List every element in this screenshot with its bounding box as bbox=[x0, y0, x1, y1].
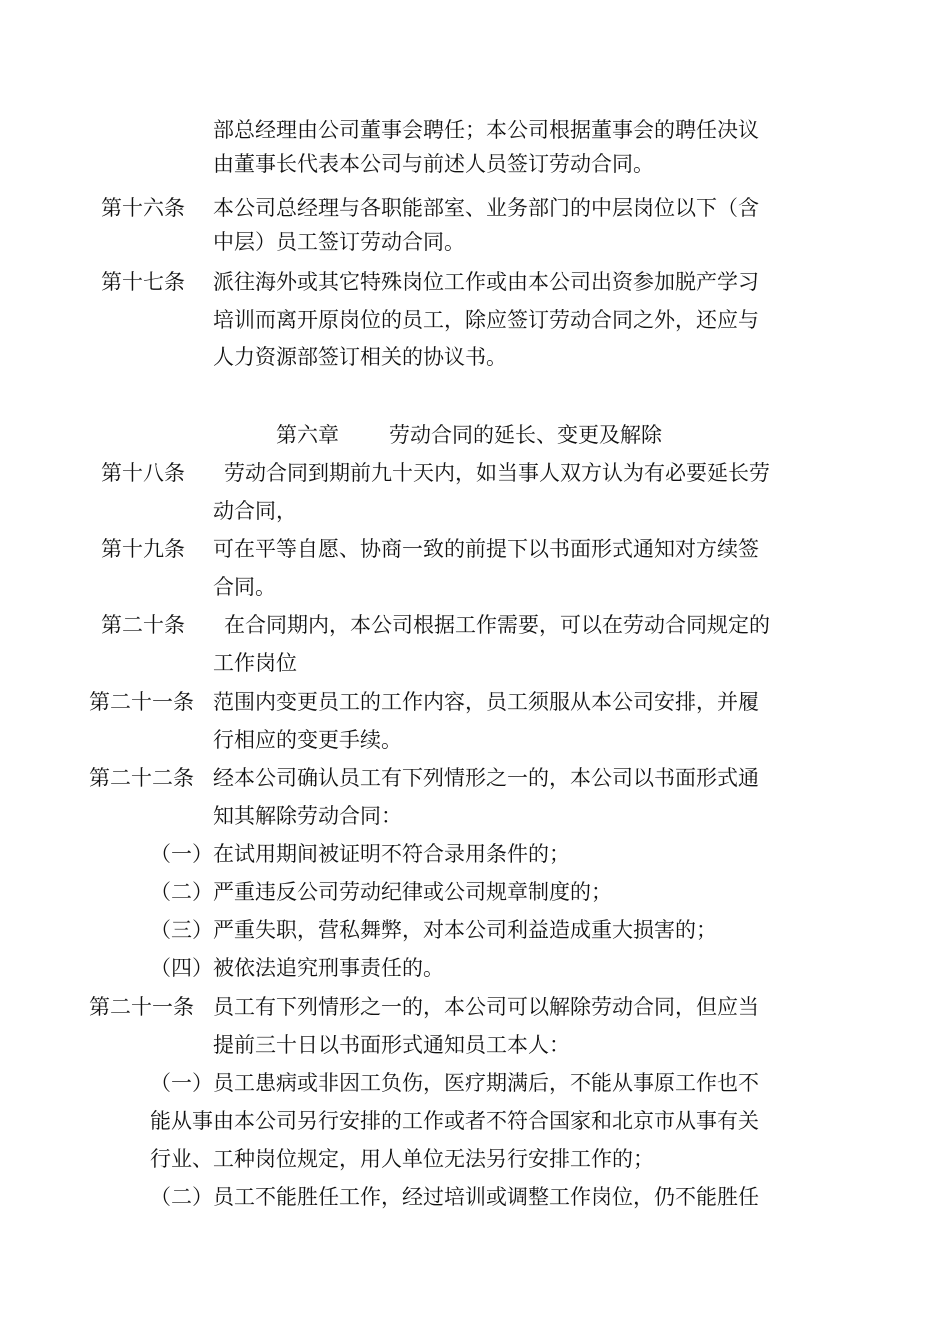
paragraph-line: 中层）员工签订劳动合同。 bbox=[213, 230, 465, 254]
article-label: 第十八条 bbox=[101, 461, 185, 485]
paragraph-line: 员工有下列情形之一的，本公司可以解除劳动合同，但应当 bbox=[213, 995, 759, 1019]
paragraph-line: 合同。 bbox=[213, 575, 276, 599]
article-label: 第十九条 bbox=[101, 537, 185, 561]
article-label: 第十七条 bbox=[101, 270, 185, 294]
list-item-continuation: 行业、工种岗位规定，用人单位无法另行安排工作的； bbox=[150, 1147, 654, 1171]
chapter-number: 第六章 bbox=[276, 423, 339, 447]
paragraph-line: 人力资源部签订相关的协议书。 bbox=[213, 345, 507, 369]
list-item: （四）被依法追究刑事责任的。 bbox=[150, 956, 444, 980]
list-item: （三）严重失职，营私舞弊，对本公司利益造成重大损害的； bbox=[150, 918, 717, 942]
paragraph-line: 本公司总经理与各职能部室、业务部门的中层岗位以下（含 bbox=[213, 196, 759, 220]
paragraph-line: 范围内变更员工的工作内容，员工须服从本公司安排，并履 bbox=[213, 690, 759, 714]
paragraph-line: 行相应的变更手续。 bbox=[213, 728, 402, 752]
article-label: 第二十二条 bbox=[89, 766, 194, 790]
list-item: （二）严重违反公司劳动纪律或公司规章制度的； bbox=[150, 880, 612, 904]
paragraph-line: 可在平等自愿、协商一致的前提下以书面形式通知对方续签 bbox=[213, 537, 759, 561]
paragraph-line: 部总经理由公司董事会聘任；本公司根据董事会的聘任决议 bbox=[213, 118, 759, 142]
chapter-title: 劳动合同的延长、变更及解除 bbox=[389, 423, 662, 447]
paragraph-line: 经本公司确认员工有下列情形之一的，本公司以书面形式通 bbox=[213, 766, 759, 790]
paragraph-line: 提前三十日以书面形式通知员工本人： bbox=[213, 1033, 570, 1057]
article-label: 第二十条 bbox=[101, 613, 185, 637]
paragraph-line: 由董事长代表本公司与前述人员签订劳动合同。 bbox=[213, 152, 654, 176]
list-item: （二）员工不能胜任工作，经过培训或调整工作岗位，仍不能胜任 bbox=[150, 1185, 759, 1209]
paragraph-line: 动合同， bbox=[213, 499, 297, 523]
list-item: （一）员工患病或非因工负伤，医疗期满后，不能从事原工作也不 bbox=[150, 1071, 759, 1095]
article-label: 第二十一条 bbox=[89, 690, 194, 714]
paragraph-line: 工作岗位 bbox=[213, 651, 297, 675]
article-label: 第十六条 bbox=[101, 196, 185, 220]
article-label: 第二十一条 bbox=[89, 995, 194, 1019]
paragraph-line: 在合同期内，本公司根据工作需要，可以在劳动合同规定的 bbox=[224, 613, 770, 637]
paragraph-line: 知其解除劳动合同： bbox=[213, 804, 402, 828]
paragraph-line: 派往海外或其它特殊岗位工作或由本公司出资参加脱产学习 bbox=[213, 270, 759, 294]
list-item: （一）在试用期间被证明不符合录用条件的； bbox=[150, 842, 570, 866]
paragraph-line: 劳动合同到期前九十天内，如当事人双方认为有必要延长劳 bbox=[224, 461, 770, 485]
list-item-continuation: 能从事由本公司另行安排的工作或者不符合国家和北京市从事有关 bbox=[150, 1109, 759, 1133]
paragraph-line: 培训而离开原岗位的员工，除应签订劳动合同之外，还应与 bbox=[213, 308, 759, 332]
